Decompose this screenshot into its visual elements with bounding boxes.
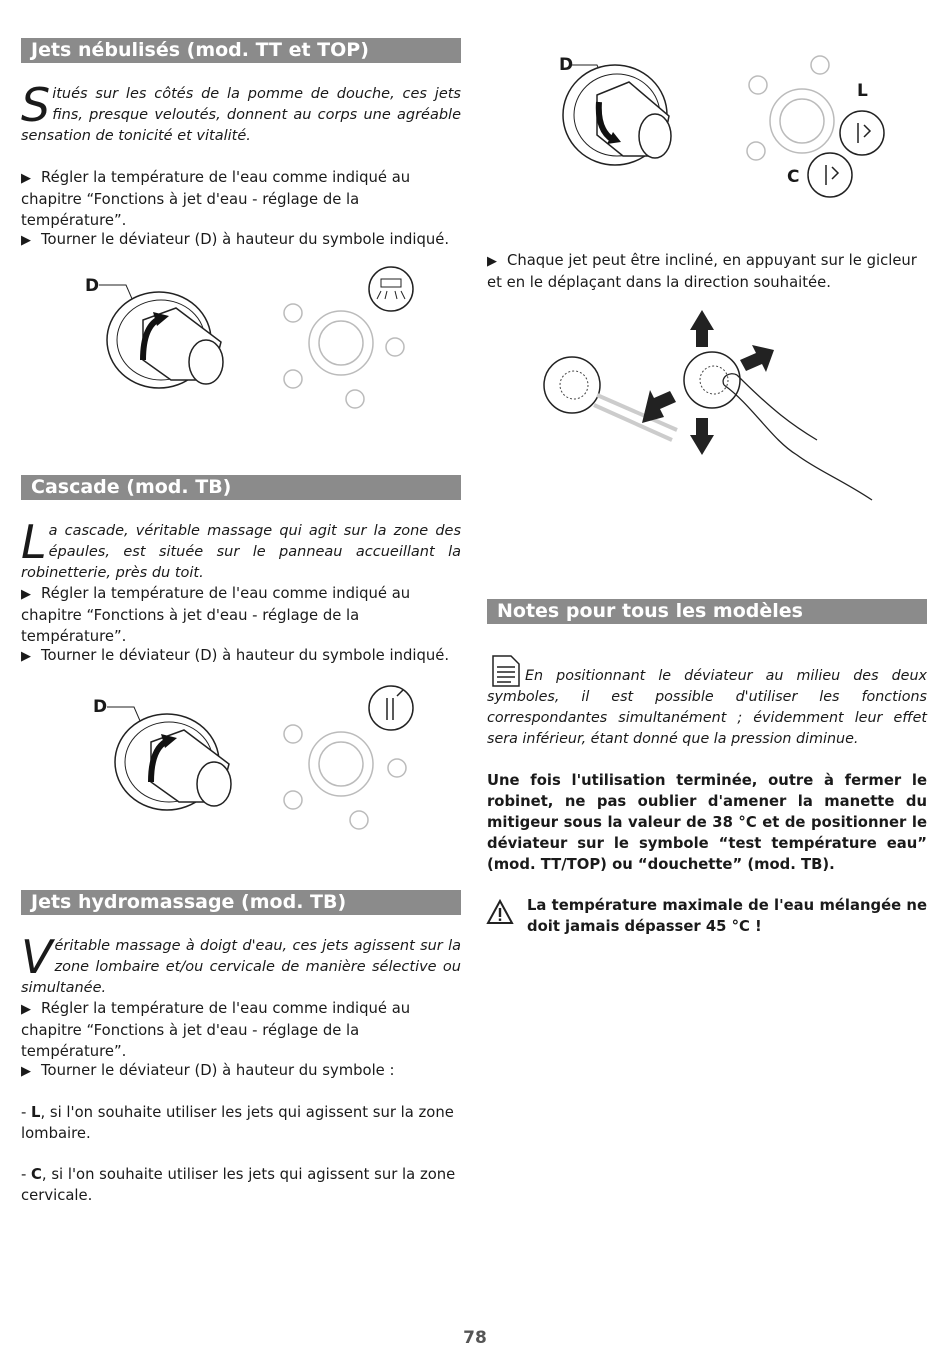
dial-symbols-icon xyxy=(281,684,421,834)
figure-label-d: D xyxy=(85,276,100,296)
diverter-knob-illustration xyxy=(557,60,707,175)
intro-cascade: La cascade, véritable massage qui agit sur la zone des épaules, est située sur le panneau accueillant la robinetterie, près du toit. xyxy=(21,515,461,581)
section-title-nebulises: Jets nébulisés (mod. TT et TOP) xyxy=(21,38,461,63)
section-title-cascade: Cascade (mod. TB) xyxy=(21,475,461,500)
step-diverter: ▶ Tourner le déviateur (D) à hauteur du symbole indiqué. xyxy=(21,231,450,248)
drop-cap: L xyxy=(21,515,47,569)
diverter-knob-illustration xyxy=(81,280,241,400)
list-item-c: - C, si l'on souhaite utiliser les jets qui agissent sur la zone cervicale. xyxy=(21,1166,456,1204)
play-bullet-icon: ▶ xyxy=(21,1002,31,1017)
step-temperature: ▶ Régler la température de l'eau comme indiqué au chapitre “Fonctions à jet d'eau - réglage de la température”. xyxy=(21,1000,411,1060)
play-bullet-icon: ▶ xyxy=(487,254,497,269)
dial-symbols-icon xyxy=(742,55,902,205)
step-temperature: ▶ Régler la température de l'eau comme indiqué au chapitre “Fonctions à jet d'eau - réglage de la température”. xyxy=(21,585,411,645)
step-incline: ▶ Chaque jet peut être incliné, en appuyant sur le gicleur et en le déplaçant dans la direction souhaitée. xyxy=(487,252,917,291)
warning-text: La température maximale de l'eau mélangée ne doit jamais dépasser 45 °C ! xyxy=(527,897,927,935)
figure-label-l: L xyxy=(857,81,868,101)
page-number: 78 xyxy=(463,1328,487,1348)
diverter-knob-illustration xyxy=(89,702,249,822)
step-temperature: ▶ Régler la température de l'eau comme indiqué au chapitre “Fonctions à jet d'eau - réglage de la température”. xyxy=(21,169,411,229)
play-bullet-icon: ▶ xyxy=(21,1064,31,1079)
figure-label-c: C xyxy=(787,167,800,187)
note-text: En positionnant le déviateur au milieu des deux symboles, il est possible d'utiliser les fonctions correspondantes simultanément ; évidemment leur effet sera inférieur, étant donné que la pression diminue. xyxy=(487,668,927,747)
intro-nebulises: Situés sur les côtés de la pomme de douche, ces jets fins, presque veloutés, donnent au corps une agréable sensation de tonicité et vitalité. xyxy=(21,78,461,144)
hand-nozzle-illustration xyxy=(542,305,882,520)
drop-cap: V xyxy=(21,930,53,984)
figure-label-d: D xyxy=(559,55,574,75)
play-bullet-icon: ▶ xyxy=(21,649,31,664)
play-bullet-icon: ▶ xyxy=(21,233,31,248)
play-bullet-icon: ▶ xyxy=(21,171,31,186)
warning-triangle-icon xyxy=(487,900,513,924)
step-diverter: ▶ Tourner le déviateur (D) à hauteur du symbole : xyxy=(21,1062,395,1079)
figure-label-d: D xyxy=(93,697,108,717)
list-item-l: - L, si l'on souhaite utiliser les jets qui agissent sur la zone lombaire. xyxy=(21,1104,454,1142)
play-bullet-icon: ▶ xyxy=(21,587,31,602)
section-title-hydromassage: Jets hydromassage (mod. TB) xyxy=(21,890,461,915)
end-of-use-note: Une fois l'utilisation terminée, outre à fermer le robinet, ne pas oublier d'amener la manette du mitigeur sous la valeur de 38 °C et de positionner le déviateur sur le symbole “test température eau” (mod. TT/TOP) ou “douchette” (mod. TB). xyxy=(487,772,927,873)
intro-hydromassage: Véritable massage à doigt d'eau, ces jets agissent sur la zone lombaire et/ou cervicale de manière sélective ou simultanée. xyxy=(21,930,461,996)
step-diverter: ▶ Tourner le déviateur (D) à hauteur du symbole indiqué. xyxy=(21,647,450,664)
dial-symbols-icon xyxy=(281,265,421,415)
section-title-notes: Notes pour tous les modèles xyxy=(487,599,927,624)
drop-cap: S xyxy=(21,78,51,132)
